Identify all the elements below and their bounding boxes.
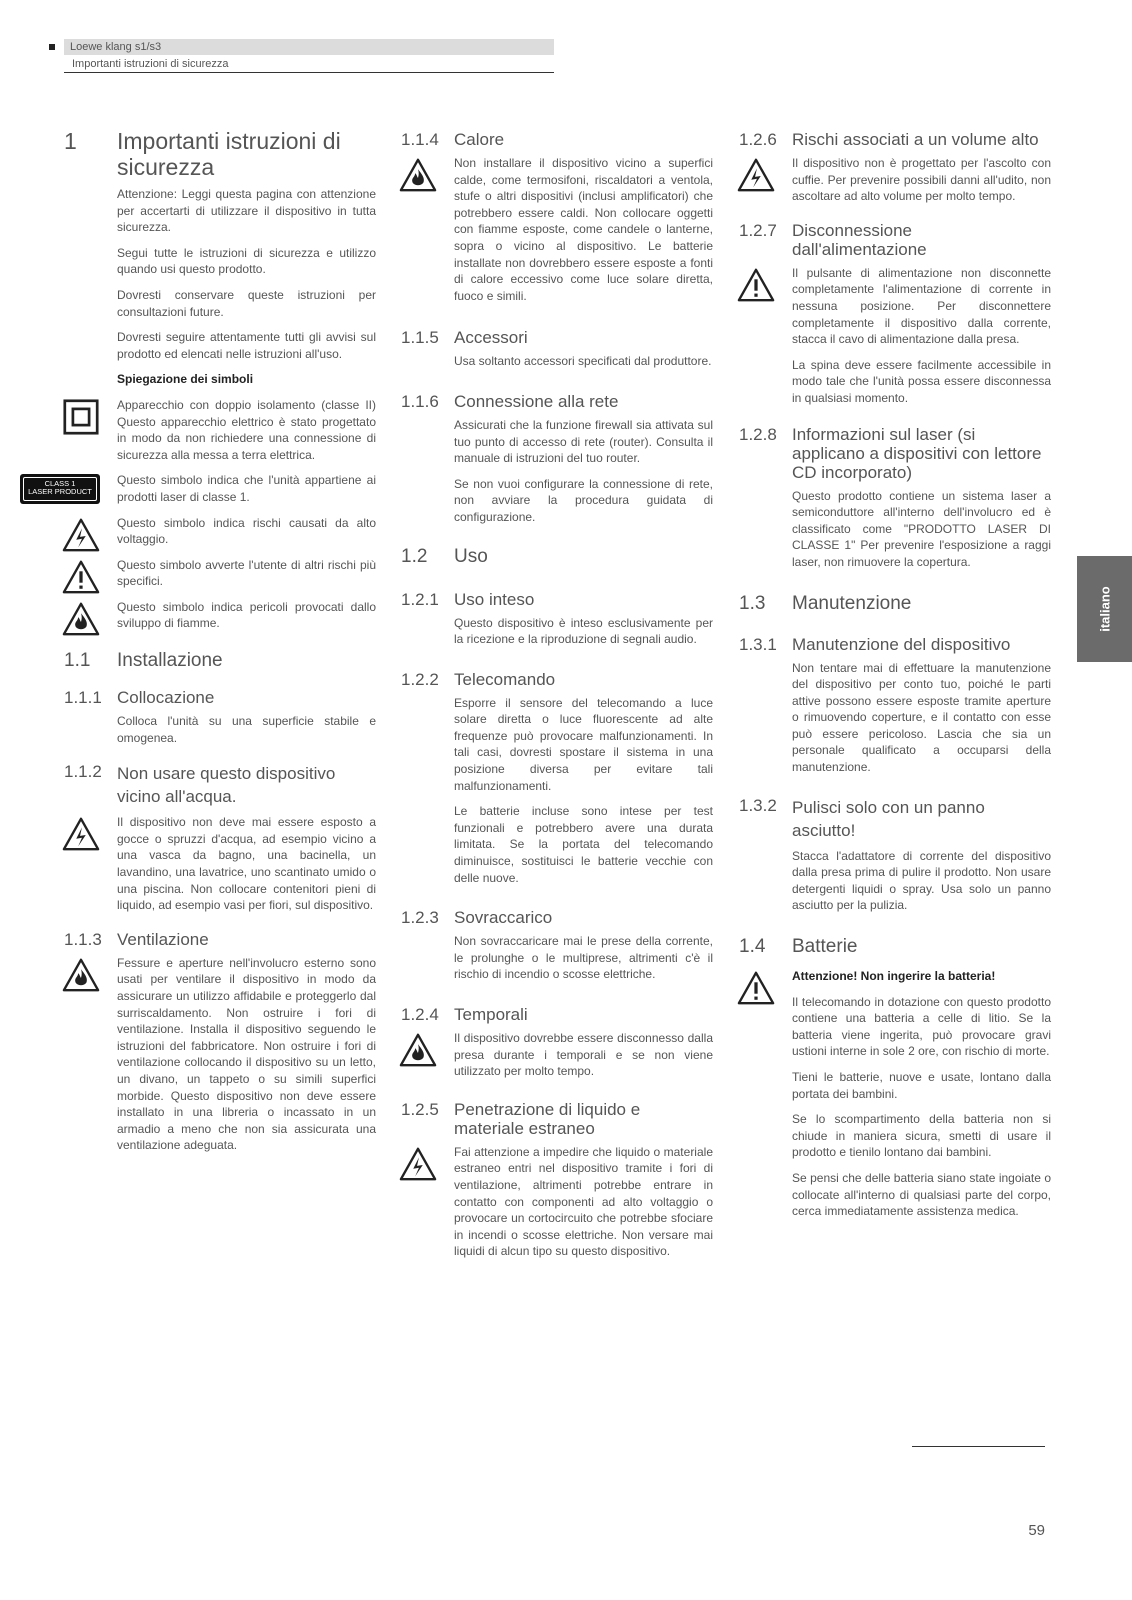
subsection-title: Calore — [454, 130, 505, 149]
paragraph: Segui tutte le istruzioni di sicurezza e utilizzo quando usi questo prodotto. — [117, 245, 376, 277]
subsection-number: 1.3.2 — [739, 795, 777, 815]
paragraph: Le batterie incluse sono intese per test funzionali e potrebbero avere una durata limitata. Se la portata del telecomando diminuisce, sostituisci le batterie vecchie con delle nuove. — [454, 804, 713, 885]
symbol-row — [739, 155, 1051, 205]
paragraph: Fai attenzione a impedire che liquido o materiale estraneo entri nel dispositivo tramite i fori di ventilazione, altrimenti potrebbe entrare in contatto con componenti ad alto voltaggio o provocare un cortocircuito che potrebbe sfociare in incendi o scosse elettriche. Non versare mai liquidi di alcun tipo su questo dispositivo. — [454, 1144, 713, 1259]
section-heading — [401, 546, 713, 568]
paragraph: Se pensi che delle batteria siano state ingoiate o collocate all'interno di qualsiasi parte del corpo, cerca immediatamente assistenza medica. — [792, 1170, 1051, 1219]
section-number: 1.3 — [739, 592, 766, 614]
warning-icon — [737, 267, 775, 303]
subsection-title: Disconnessione dall'alimentazione — [792, 220, 927, 259]
section-title: Manutenzione — [792, 592, 912, 614]
paragraph: Non installare il dispositivo vicino a superfici calde, come termosifoni, riscaldatori a ventola, stufe o altri dispositivi (inclusi amplificatori) che potrebbero essere caldi. Non collocare oggetti con fiamme esposte, come candele o lanterne, sopra o vicino al dispositivo. Le batterie installate non dovrebbero essere esposte a fonti di calore eccessivo come luce solare diretta, fuoco e simili. — [454, 156, 713, 303]
paragraph: Il telecomando in dotazione con questo prodotto contiene una batteria a celle di litio. Se la batteria viene ingerita, può provocare gravi ustioni interne in sole 2 ore, con rischio di morte. — [792, 994, 1051, 1059]
paragraph: Questo simbolo indica che l'unità appartiene ai prodotti laser di classe 1. — [117, 473, 376, 504]
section-heading — [739, 936, 1051, 958]
paragraph: Dovresti conservare queste istruzioni per consultazioni future. — [117, 287, 376, 319]
language-tab — [1077, 556, 1132, 662]
paragraph: Apparecchio con doppio isolamento (classe II) Questo apparecchio elettrico è stato progettato in modo da non richiedere una connessione di sicurezza alla messa a terra elettrica. — [117, 397, 376, 462]
subsection-heading — [401, 1100, 713, 1138]
fire-hazard-icon — [62, 957, 100, 993]
subsection-heading — [739, 130, 1051, 149]
subsection-number: 1.2.4 — [401, 1005, 439, 1024]
paragraph: Questo simbolo indica pericoli provocati dallo sviluppo di fiamme. — [117, 599, 376, 631]
paragraph: Stacca l'adattatore di corrente del dispositivo dalla presa prima di pulire il prodotto. Non usare detergenti liquidi o spray. Usa solo un panno asciutto per la pulizia. — [792, 848, 1051, 913]
subsection-title: Penetrazione di liquido e materiale estraneo — [454, 1099, 641, 1138]
section-number: 1.1 — [64, 650, 91, 672]
page-number: 59 — [1028, 1522, 1045, 1539]
symbol-row — [64, 515, 376, 548]
subsection-heading — [401, 590, 713, 609]
subsection-heading — [739, 796, 1051, 842]
subsection-number: 1.1.1 — [64, 688, 102, 708]
column-1 — [28, 128, 376, 1163]
subsection-heading — [64, 762, 376, 808]
laser-label-line-1: CLASS 1 — [44, 479, 76, 489]
double-insulation-icon — [62, 399, 100, 435]
symbols-heading: Spiegazione dei simboli — [117, 372, 254, 387]
fire-hazard-icon — [399, 1032, 437, 1068]
subsection-heading — [64, 930, 376, 949]
warning-icon — [737, 970, 775, 1006]
subsection-number: 1.3.1 — [739, 634, 777, 654]
paragraph: Non tentare mai di effettuare la manutenzione del dispositivo per conto tuo, poiché le parti attive possono essere esposte tramite aperture o rimuovendo coperture, e il contatto con esse può essere pericoloso. Lascia che sia un personale qualificato a occuparsi della manutenzione. — [792, 660, 1051, 775]
section-heading — [64, 650, 376, 672]
subsection-title: Accessori — [454, 328, 528, 348]
subsection-heading — [401, 392, 713, 411]
paragraph: Questo prodotto contiene un sistema laser a semiconduttore all'interno dell'involucro ed è classificato come "PRODOTTO LASER DI CLASSE 1" Per prevenire l'esposizione a raggi laser, non rimuovere la copertura. — [792, 488, 1051, 569]
subsection-title: Pulisci solo con un panno asciutto! — [792, 797, 985, 840]
battery-warning: Attenzione! Non ingerire la batteria! — [792, 969, 996, 984]
laser-class-icon — [20, 474, 100, 504]
subsection-heading — [401, 670, 713, 689]
subsection-title: Manutenzione del dispositivo — [792, 634, 1011, 654]
subsection-heading — [401, 130, 713, 149]
symbol-row — [401, 1030, 713, 1080]
paragraph: Assicurati che la funzione firewall sia attivata sul tuo punto di accesso di rete (router). Consulta il manuale di istruzioni del tuo router. — [454, 417, 713, 466]
high-voltage-icon — [399, 1146, 437, 1182]
symbol-row — [64, 955, 376, 1154]
subsection-heading — [401, 1005, 713, 1024]
fire-hazard-icon — [399, 157, 437, 193]
subsection-title: Telecomando — [454, 669, 556, 689]
footer-rule — [912, 1446, 1045, 1447]
paragraph: Se lo scompartimento della batteria non si chiude in maniera sicura, smetti di usare il prodotto e tienilo lontano dai bambini. — [792, 1112, 1051, 1160]
paragraph: Questo simbolo indica rischi causati da alto voltaggio. — [117, 515, 376, 547]
subsection-title: Sovraccarico — [454, 908, 553, 928]
paragraph: Usa soltanto accessori specificati dal produttore. — [454, 354, 712, 369]
symbol-row — [739, 968, 1051, 1060]
fire-hazard-icon — [62, 601, 100, 637]
laser-label-line-2: LASER PRODUCT — [28, 487, 92, 497]
section-heading — [739, 593, 1051, 615]
warning-icon — [62, 559, 100, 595]
paragraph: Tieni le batterie, nuove e usate, lontano dalla portata dei bambini. — [792, 1070, 1051, 1101]
section-title: Installazione — [117, 650, 223, 672]
high-voltage-icon — [62, 517, 100, 553]
chapter-number: 1 — [64, 128, 77, 154]
paragraph: Il dispositivo non è progettato per l'ascolto con cuffie. Per prevenire possibili danni all'udito, non ascoltare ad alto volume per molto tempo. — [792, 156, 1051, 204]
paragraph: Fessure e aperture nell'involucro esterno sono usati per ventilare il dispositivo in modo da assicurare un utilizzo affidabile e proteggerlo dal surriscaldamento. Non ostruire i fori di ventilazione. Installa il dispositivo seguendo le istruzioni del fabbricatore. Non ostruire i fori di ventilazione collocando il dispositivo su un letto, un divano, un tappeto o su simili superfici morbide. Questo dispositivo non deve essere installato in una libreria o incassato in un armadio a meno che non sia assicurata una ventilazione adeguata. — [117, 955, 376, 1153]
symbol-row — [64, 599, 376, 632]
subsection-heading — [739, 635, 1051, 654]
subsection-title: Collocazione — [117, 688, 215, 708]
header-product: Loewe klang s1/s3 — [64, 39, 554, 55]
subsection-number: 1.1.5 — [401, 328, 439, 348]
subsection-title: Informazioni sul laser (si applicano a dispositivi con lettore CD incorporato) — [792, 424, 1042, 482]
header-marker — [49, 44, 55, 50]
section-number: 1.4 — [739, 936, 766, 958]
paragraph: Esporre il sensore del telecomando a luce solare diretta o luce fluorescente ad alte frequenze può provocare malfunzionamenti. In tali casi, dovresti spostare il sistema in una posizione diversa per evitare tali malfunzionamenti. — [454, 695, 713, 793]
section-title: Batterie — [792, 936, 858, 958]
paragraph: Colloca l'unità su una superficie stabile e omogenea. — [117, 714, 376, 745]
subsection-title: Temporali — [454, 1005, 528, 1024]
subsection-title: Rischi associati a un volume alto — [792, 130, 1039, 149]
section-title: Uso — [454, 545, 488, 567]
symbol-row — [64, 397, 376, 463]
paragraph: Questo simbolo avverte l'utente di altri rischi più specifici. — [117, 557, 376, 589]
paragraph: Questo dispositivo è inteso esclusivamente per la ricezione e la riproduzione di segnali audio. — [454, 615, 713, 647]
language-label: italiano — [1097, 586, 1112, 632]
subsection-heading — [401, 908, 713, 927]
subsection-number: 1.2.6 — [739, 130, 777, 149]
subsection-number: 1.1.2 — [64, 762, 102, 782]
column-3 — [739, 128, 1051, 1229]
subsection-number: 1.2.8 — [739, 424, 777, 444]
chapter-title: Importanti istruzioni di sicurezza — [117, 128, 341, 180]
subsection-heading — [739, 425, 1051, 482]
subsection-number: 1.2.3 — [401, 908, 439, 928]
subsection-number: 1.1.3 — [64, 929, 102, 949]
header-rule — [64, 72, 554, 73]
paragraph: Se non vuoi configurare la connessione di rete, non avviare la procedura guidata di configurazione. — [454, 476, 713, 524]
high-voltage-icon — [62, 816, 100, 852]
subsection-number: 1.2.7 — [739, 220, 777, 240]
symbol-row — [739, 265, 1051, 348]
subsection-title: Connessione alla rete — [454, 391, 619, 411]
subsection-number: 1.1.4 — [401, 130, 439, 149]
subsection-number: 1.2.1 — [401, 589, 439, 609]
subsection-title: Uso inteso — [454, 589, 535, 609]
symbol-row — [64, 814, 376, 914]
column-2 — [401, 128, 713, 1269]
paragraph: Non sovraccaricare mai le prese della corrente, le prolunghe o le multiprese, altrimenti c'è il rischio di incendio o scosse elettriche. — [454, 934, 713, 982]
subsection-number: 1.1.6 — [401, 391, 439, 411]
symbol-row — [401, 155, 713, 304]
subsection-heading — [401, 328, 713, 347]
section-number: 1.2 — [401, 545, 428, 567]
paragraph: Il dispositivo dovrebbe essere disconnesso dalla presa durante i temporali e se non viene utilizzato per molto tempo. — [454, 1031, 713, 1079]
subsection-number: 1.2.5 — [401, 1099, 439, 1119]
paragraph: Il pulsante di alimentazione non disconnette completamente l'alimentazione di corrente in nessuna posizione. Per disconnettere completamente il dispositivo dalla corrente, stacca il cavo di alimentazione dalla presa. — [792, 265, 1051, 347]
paragraph: La spina deve essere facilmente accessibile in modo tale che l'unità possa essere disconnessa in qualsiasi momento. — [792, 357, 1051, 405]
paragraph: Attenzione: Leggi questa pagina con attenzione per accertarti di utilizzare il dispositivo in tutta sicurezza. — [117, 187, 376, 235]
high-voltage-icon — [737, 157, 775, 193]
subsection-title: Ventilazione — [117, 929, 209, 949]
symbol-row — [64, 557, 376, 590]
subsection-heading — [64, 688, 376, 707]
chapter-heading — [64, 128, 376, 180]
header-section: Importanti istruzioni di sicurezza — [72, 58, 229, 70]
paragraph: Dovresti seguire attentamente tutti gli avvisi sul prodotto ed elencati nelle istruzioni all'uso. — [117, 330, 376, 361]
paragraph: Il dispositivo non deve mai essere esposto a gocce o spruzzi d'acqua, ad esempio vicino a una vasca da bagno, una bacinella, un lavandino, una lavatrice, uno scantinato umido o una piscina. Non collocare contenitori pieni di liquido, ad esempio vasi per fiori, sul dispositivo. — [117, 815, 376, 913]
subsection-number: 1.2.2 — [401, 669, 439, 689]
subsection-heading — [739, 221, 1051, 259]
symbol-row — [401, 1144, 713, 1260]
symbol-row — [28, 472, 376, 505]
subsection-title: Non usare questo dispositivo vicino all'acqua. — [117, 764, 336, 807]
